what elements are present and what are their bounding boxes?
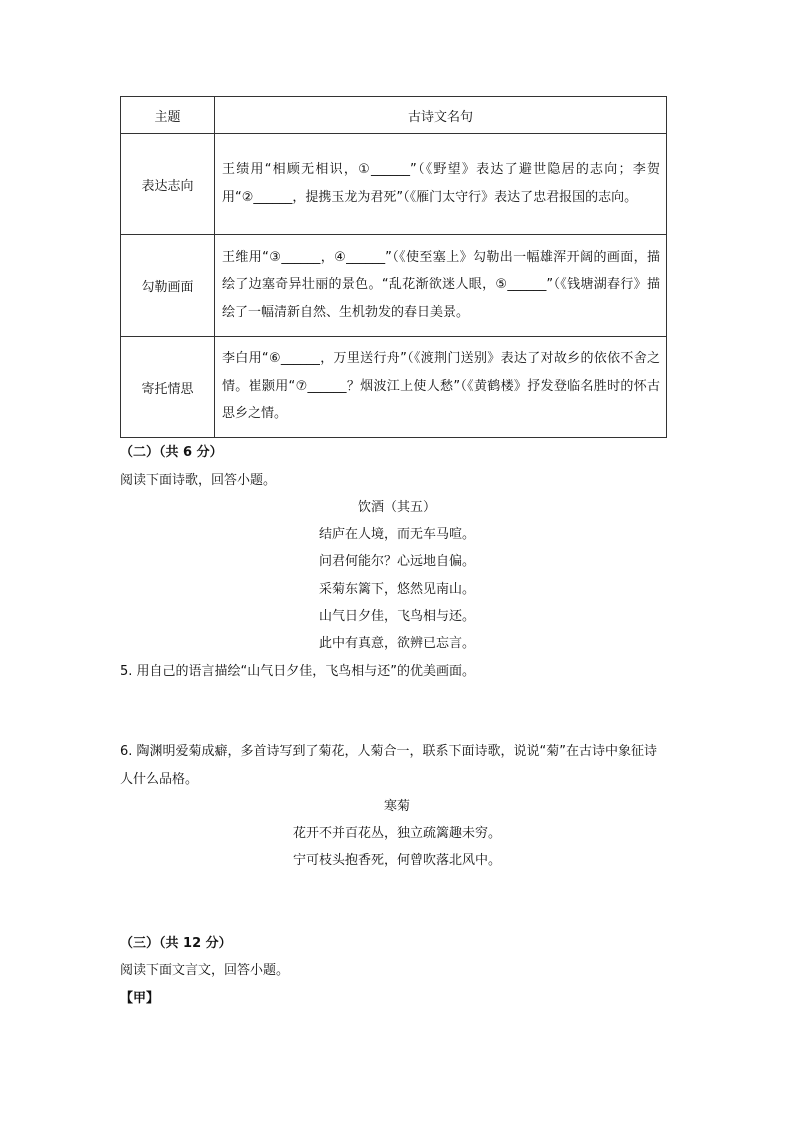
- poem-line: 结庐在人境，而无车马喧。: [318, 527, 475, 542]
- row-quote: 王绩用“相顾无相识，①______”（《野望》表达了避世隐居的志向；李贺用“②______，提携玉龙为君死”（《雁门太守行》表达了忠君报国的志向。: [215, 134, 667, 235]
- section-instruction: 阅读下面诗歌，回答小题。: [120, 473, 277, 488]
- poem-line: 问君何能尔？心远地自偏。: [318, 554, 475, 569]
- poem-line: 山气日夕佳，飞鸟相与还。: [318, 609, 475, 624]
- poem2-line: 宁可枝头抱香死，何曾吹落北风中。: [292, 853, 501, 868]
- question-5: 5. 用自己的语言描绘“山气日夕佳，飞鸟相与还”的优美画面。: [120, 664, 476, 679]
- poem2-line: 花开不并百花丛，独立疏篱趣未穷。: [292, 826, 501, 841]
- poem2-title: 寒菊: [383, 799, 410, 814]
- poetry-theme-table: [120, 96, 667, 438]
- question-6: 6. 陶渊明爱菊成癖，多首诗写到了菊花，人菊合一，联系下面诗歌，说说“菊”在古诗中象征诗人什么品格。: [120, 744, 658, 787]
- table-row: [121, 337, 667, 438]
- row-quote: 王维用“③______，④______”（《使至塞上》勾勒出一幅雄浑开阔的画面，描绘了边塞奇异壮丽的景色。“乱花渐欲迷人眼，⑤______”（《钱塘湖春行》描绘了一幅清新自然、生机勃发的春日美景。: [215, 235, 667, 337]
- header-quotes: 古诗文名句: [215, 97, 667, 134]
- header-topic: 主题: [121, 97, 215, 134]
- row-topic: 表达志向: [121, 134, 215, 235]
- table-row: [121, 235, 667, 337]
- row-topic: 勾勒画面: [121, 235, 215, 337]
- row-topic: 寄托情思: [121, 337, 215, 438]
- poem-title: 饮酒（其五）: [357, 500, 436, 515]
- section-instruction: 阅读下面文言文，回答小题。: [120, 963, 290, 978]
- section-heading: （二）（共 6 分）: [120, 445, 223, 460]
- table-row: [121, 134, 667, 235]
- row-quote: 李白用“⑥______，万里送行舟”（《渡荆门送别》表达了对故乡的依依不舍之情。崔颢用“⑦______？烟波江上使人愁”（《黄鹤楼》抒发登临名胜时的怀古思乡之情。: [215, 337, 667, 438]
- section-heading: （三）（共 12 分）: [120, 936, 232, 951]
- table-header-row: [121, 97, 667, 134]
- passage-marker: 【甲】: [120, 991, 160, 1006]
- poem-line: 采菊东篱下，悠然见南山。: [318, 582, 475, 597]
- poem-line: 此中有真意，欲辨已忘言。: [318, 636, 475, 651]
